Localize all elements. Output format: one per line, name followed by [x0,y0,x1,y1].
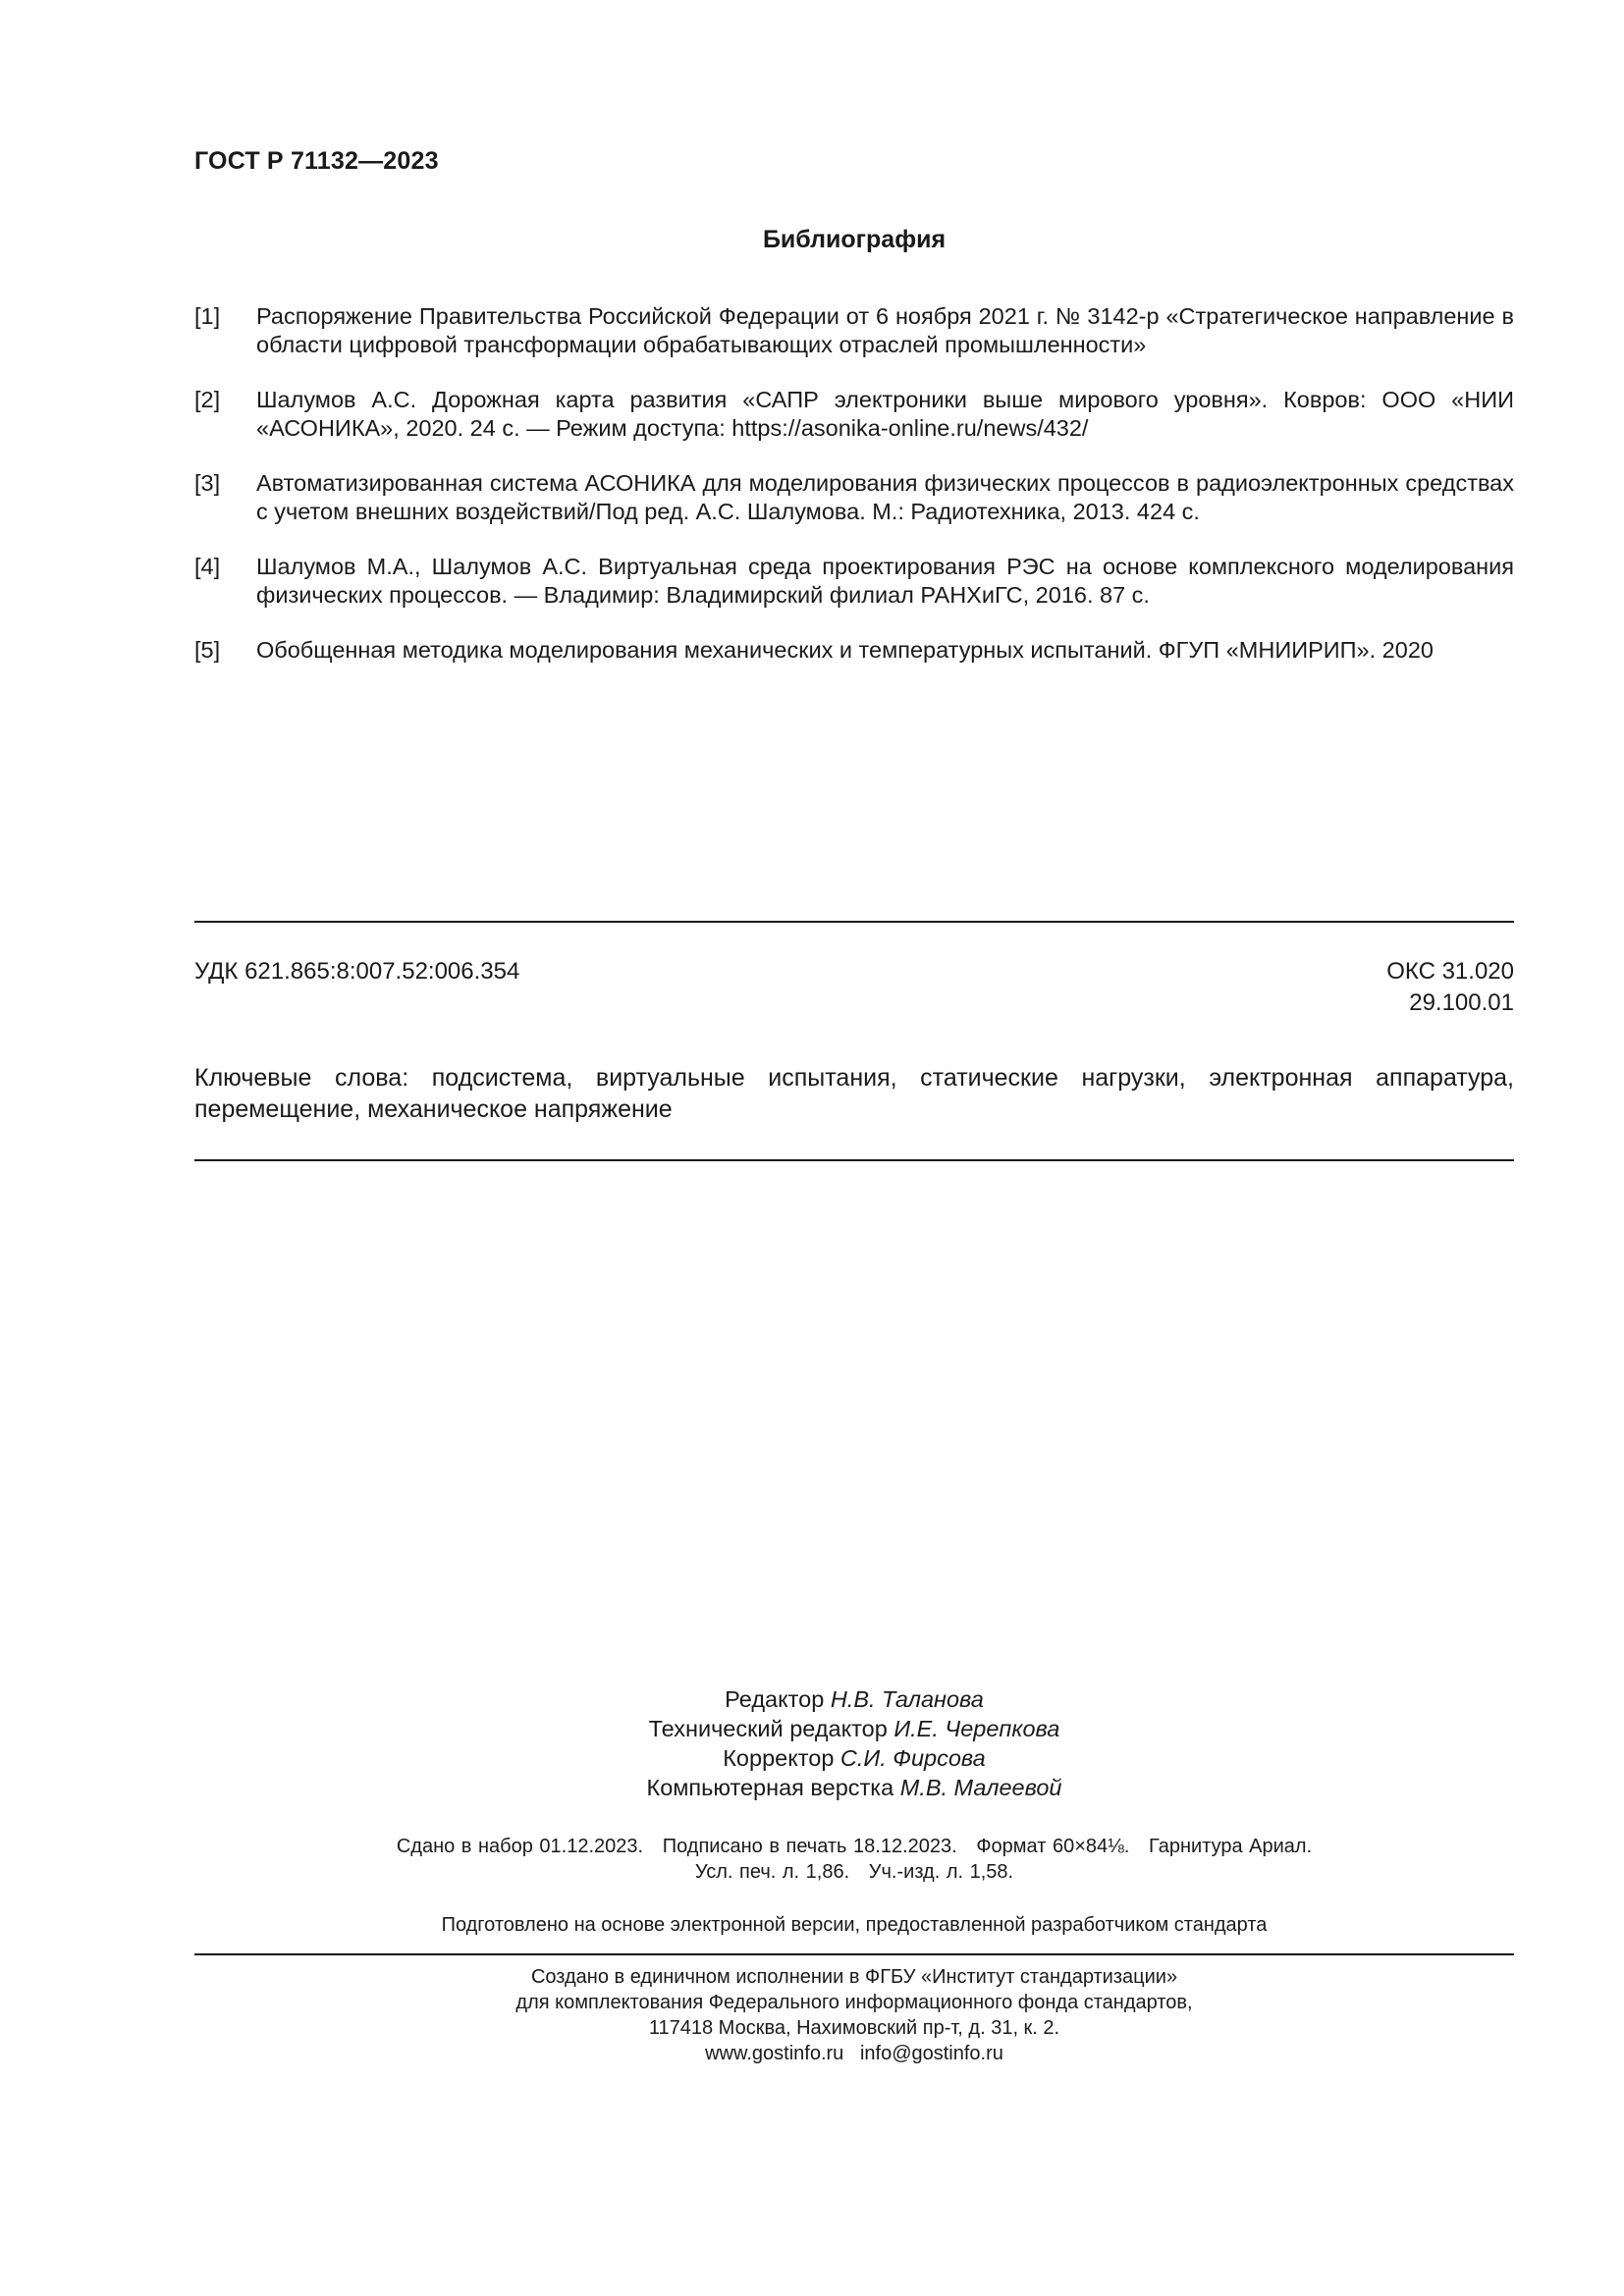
credit-layout-label: Компьютерная верстка [646,1775,894,1800]
print-info-line: Сдано в набор 01.12.2023. Подписано в печать 18.12.2023. Формат 60×84⅛. Гарнитура Ариал. [396,1836,1313,1857]
print-info [194,1834,1514,1885]
credit-tech-editor [194,1714,1514,1743]
oks-codes [1386,956,1514,1019]
credit-corrector-name: С.И. Фирсова [839,1745,986,1771]
bibliography-item-text: Автоматизированная система АСОНИКА для моделирования физических процессов в радиоэлектронных средствах с учетом внешних воздействий/Под ред. А.С. Шалумова. М.: Радиотехника, 2013. 424 с. [256,470,1514,524]
bibliography-item [194,302,1514,359]
oks-code-secondary: 29.100.01 [1409,989,1514,1016]
credit-editor [194,1684,1514,1714]
bibliography-item-text: Распоряжение Правительства Российской Федерации от 6 ноября 2021 г. № 3142-р «Стратегическое направление в области цифровой трансформации обрабатывающих отраслей промышленности» [256,303,1514,357]
bibliography-item-number: [1] [194,303,221,329]
oks-code-primary: ОКС 31.020 [1386,958,1514,985]
bibliography-item-number: [3] [194,470,221,496]
middle-divider [194,1159,1514,1161]
credit-editor-name: Н.В. Таланова [830,1686,984,1712]
bibliography-list [194,302,1514,691]
bottom-divider [194,1953,1514,1955]
credit-tech-editor-name: И.Е. Черепкова [893,1716,1060,1741]
credits [194,1684,1514,1802]
bibliography-item [194,636,1514,665]
keywords: Ключевые слова: подсистема, виртуальные испытания, статические нагрузки, электронная аппаратура, перемещение, механическое напряжение [194,1064,1514,1123]
bibliography-item [194,469,1514,526]
credit-editor-label: Редактор [725,1686,825,1712]
standard-code: ГОСТ Р 71132—2023 [194,147,439,175]
udk-code: УДК 621.865:8:007.52:006.354 [194,958,520,985]
bibliography-item-text: Обобщенная методика моделирования механических и температурных испытаний. ФГУП «МНИИРИП». 2020 [256,637,1434,663]
bibliography-title: Библиография [762,226,947,253]
credit-layout [194,1773,1514,1802]
credit-layout-name: М.В. Малеевой [899,1775,1062,1800]
credit-corrector-label: Корректор [723,1745,835,1771]
bibliography-item-number: [5] [194,637,221,663]
bibliography-item-text: Шалумов А.С. Дорожная карта развития «САПР электроники выше мирового уровня». Ковров: ООО «НИИ «АСОНИКА», 2020. 24 с. — Режим доступа: https://asonika-online.ru/news/432/ [256,387,1514,441]
prepared-note: Подготовлено на основе электронной версии, предоставленной разработчиком стандарта [441,1914,1268,1936]
bibliography-item [194,553,1514,610]
publisher-line: Создано в единичном исполнении в ФГБУ «Институт стандартизации» [530,1966,1178,1988]
bibliography-item [194,386,1514,443]
print-info-line: Усл. печ. л. 1,86. Уч.-изд. л. 1,58. [694,1861,1014,1883]
publisher-contacts: www.gostinfo.ru info@gostinfo.ru [705,2043,1003,2064]
publisher-info [194,1964,1514,2066]
bibliography-item-text: Шалумов М.А., Шалумов А.С. Виртуальная среда проектирования РЭС на основе комплексного моделирования физических процессов. — Владимир: Владимирский филиал РАНХиГС, 2016. 87 с. [256,554,1514,608]
bibliography-item-number: [2] [194,387,221,412]
bibliography-item-number: [4] [194,554,221,579]
top-divider [194,921,1514,923]
publisher-line: 117418 Москва, Нахимовский пр-т, д. 31, к. 2. [648,2017,1060,2039]
publisher-line: для комплектования Федерального информационного фонда стандартов, [515,1992,1193,2013]
credit-tech-editor-label: Технический редактор [648,1716,888,1741]
credit-corrector [194,1743,1514,1773]
